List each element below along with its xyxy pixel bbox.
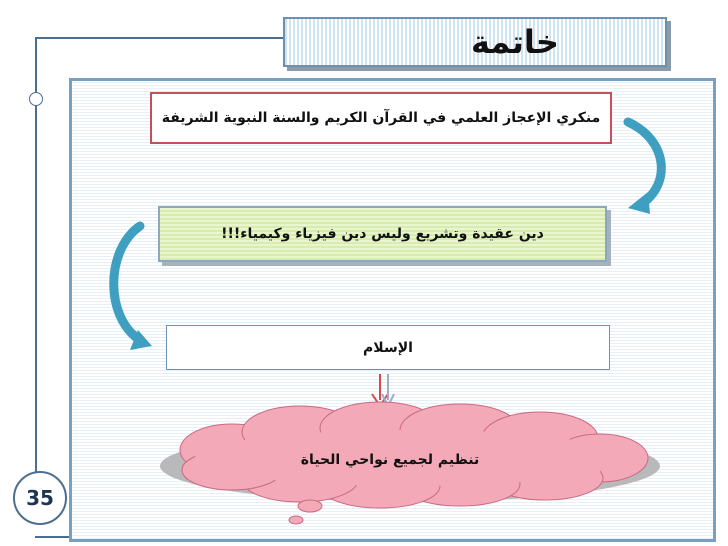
curved-arrow-right-icon	[628, 122, 661, 214]
down-arrow-icon	[372, 374, 394, 406]
step-label-deniers: منكري الإعجاز العلمي في القرآن الكريم والسنة النبوية الشريفة	[161, 110, 601, 126]
page-number-badge	[13, 471, 67, 525]
step-label-life: تنظيم لجميع نواحي الحياة	[300, 452, 480, 468]
cloud-label-box	[200, 440, 580, 480]
step-label-islam: الإسلام	[363, 339, 413, 356]
step-label-religion: دين عقيدة وتشريع وليس دين فيزياء وكيمياء!!!	[221, 226, 544, 242]
slide-title: خاتمة	[471, 23, 559, 61]
curved-arrow-left-icon	[114, 226, 152, 350]
page-number: 35	[26, 486, 54, 510]
